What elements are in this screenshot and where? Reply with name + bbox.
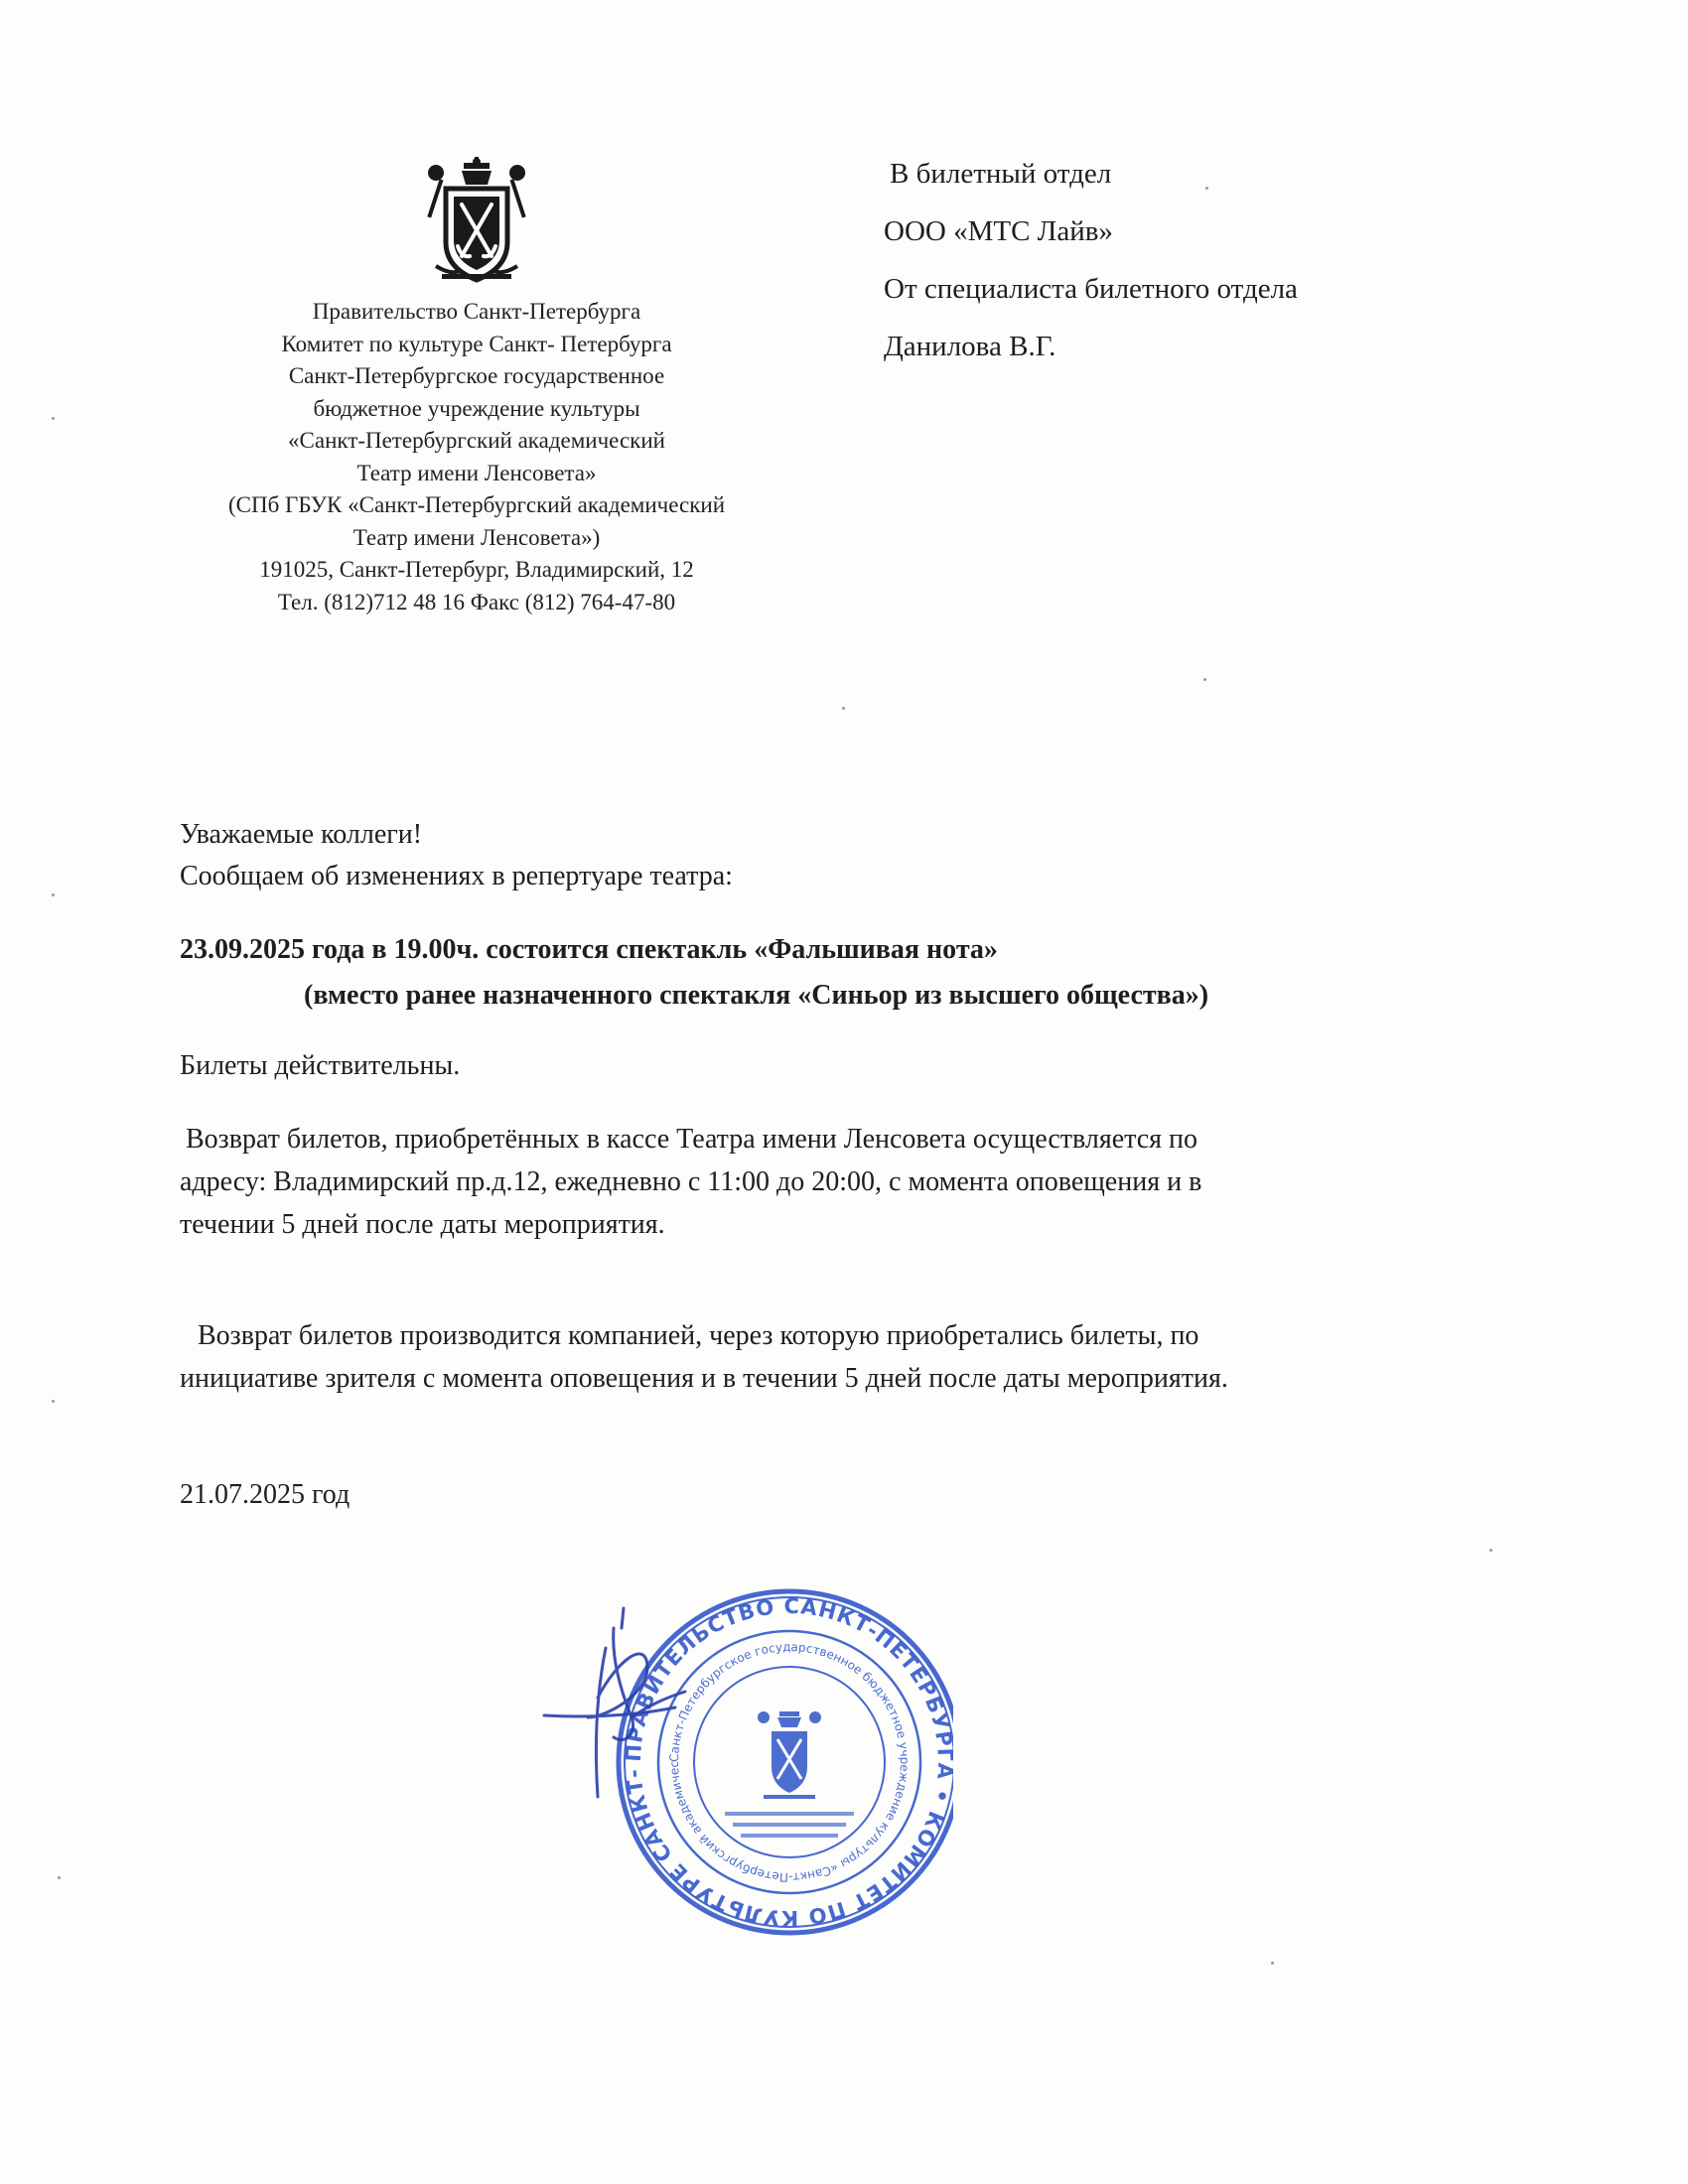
recipient-company: ООО «МТС Лайв»	[884, 215, 1113, 247]
letterhead-line: Театр имени Ленсовета»	[356, 460, 597, 485]
paragraph-line: инициативе зрителя с момента оповещения и в течении 5 дней после даты мероприятия.	[180, 1363, 1228, 1394]
letterhead-line: (СПб ГБУК «Санкт-Петербургский академический	[227, 492, 726, 517]
stamp-outer-text: ПРАВИТЕЛЬСТВО САНКТ-ПЕТЕРБУ • КОМИТЕТ ПО КУЛЬТУРЕ САНКТ-	[621, 1593, 953, 1931]
recipient-department: В билетный отдел	[890, 158, 1112, 190]
letterhead	[159, 157, 794, 618]
stamp-inner-text: Санкт-Петербургское государственное бюджетное учреждение культуры «Санкт-Петербургский академичес	[666, 1639, 913, 1885]
change-line-1: 23.09.2025 года в 19.00ч. состоится спектакль «Фальшивая нота»	[180, 934, 998, 965]
letterhead-line: Санкт-Петербургское государственное	[288, 363, 665, 388]
recipient-block	[884, 145, 1579, 375]
letterhead-line: 191025, Санкт-Петербург, Владимирский, 12	[259, 557, 694, 582]
sender-name: Данилова В.Г.	[884, 331, 1056, 362]
intro-text: Сообщаем об изменениях в репертуаре театра:	[180, 861, 733, 891]
scan-speck	[1271, 1962, 1274, 1965]
scan-speck	[58, 1876, 61, 1879]
letterhead-line: Правительство Санкт-Петербурга	[312, 299, 641, 324]
paragraph-line: Возврат билетов, приобретённых в кассе Театра имени Ленсовета осуществляется по	[186, 1124, 1198, 1155]
paragraph-line: течении 5 дней после даты мероприятия.	[180, 1209, 665, 1240]
scan-speck	[842, 707, 845, 710]
letterhead-line: Тел. (812)712 48 16 Факс (812) 764-47-80	[277, 589, 676, 614]
return-paragraph-1	[180, 1118, 1451, 1246]
letterhead-line: бюджетное учреждение культуры	[313, 395, 640, 421]
coat-of-arms-icon	[422, 157, 531, 286]
scan-speck	[1205, 187, 1208, 190]
stamp-seal-icon	[536, 1569, 953, 1966]
letterhead-line: Комитет по культуре Санкт- Петербурга	[281, 331, 672, 356]
tickets-valid: Билеты действительны.	[180, 1050, 461, 1081]
scan-speck	[1203, 678, 1206, 681]
letterhead-line: Театр имени Ленсовета»)	[352, 524, 601, 550]
change-line-2: (вместо ранее назначенного спектакля «Синьор из высшего общества»)	[304, 980, 1209, 1011]
scan-speck	[1489, 1549, 1492, 1552]
repertoire-change	[180, 927, 1451, 1019]
scan-speck	[52, 1400, 55, 1403]
greeting-block	[180, 814, 1451, 897]
scan-speck	[52, 417, 55, 420]
greeting: Уважаемые коллеги!	[180, 819, 423, 850]
return-paragraph-2	[180, 1314, 1451, 1400]
paragraph-line: адресу: Владимирский пр.д.12, ежедневно с 11:00 до 20:00, с момента оповещения и в	[180, 1166, 1202, 1197]
document-date: 21.07.2025 год	[180, 1479, 351, 1510]
scan-speck	[52, 893, 55, 896]
letterhead-line: «Санкт-Петербургский академический	[288, 428, 665, 453]
paragraph-line: Возврат билетов производится компанией, через которую приобретались билеты, по	[198, 1320, 1199, 1351]
official-stamp	[536, 1569, 953, 1966]
sender-position: От специалиста билетного отдела	[884, 273, 1298, 305]
